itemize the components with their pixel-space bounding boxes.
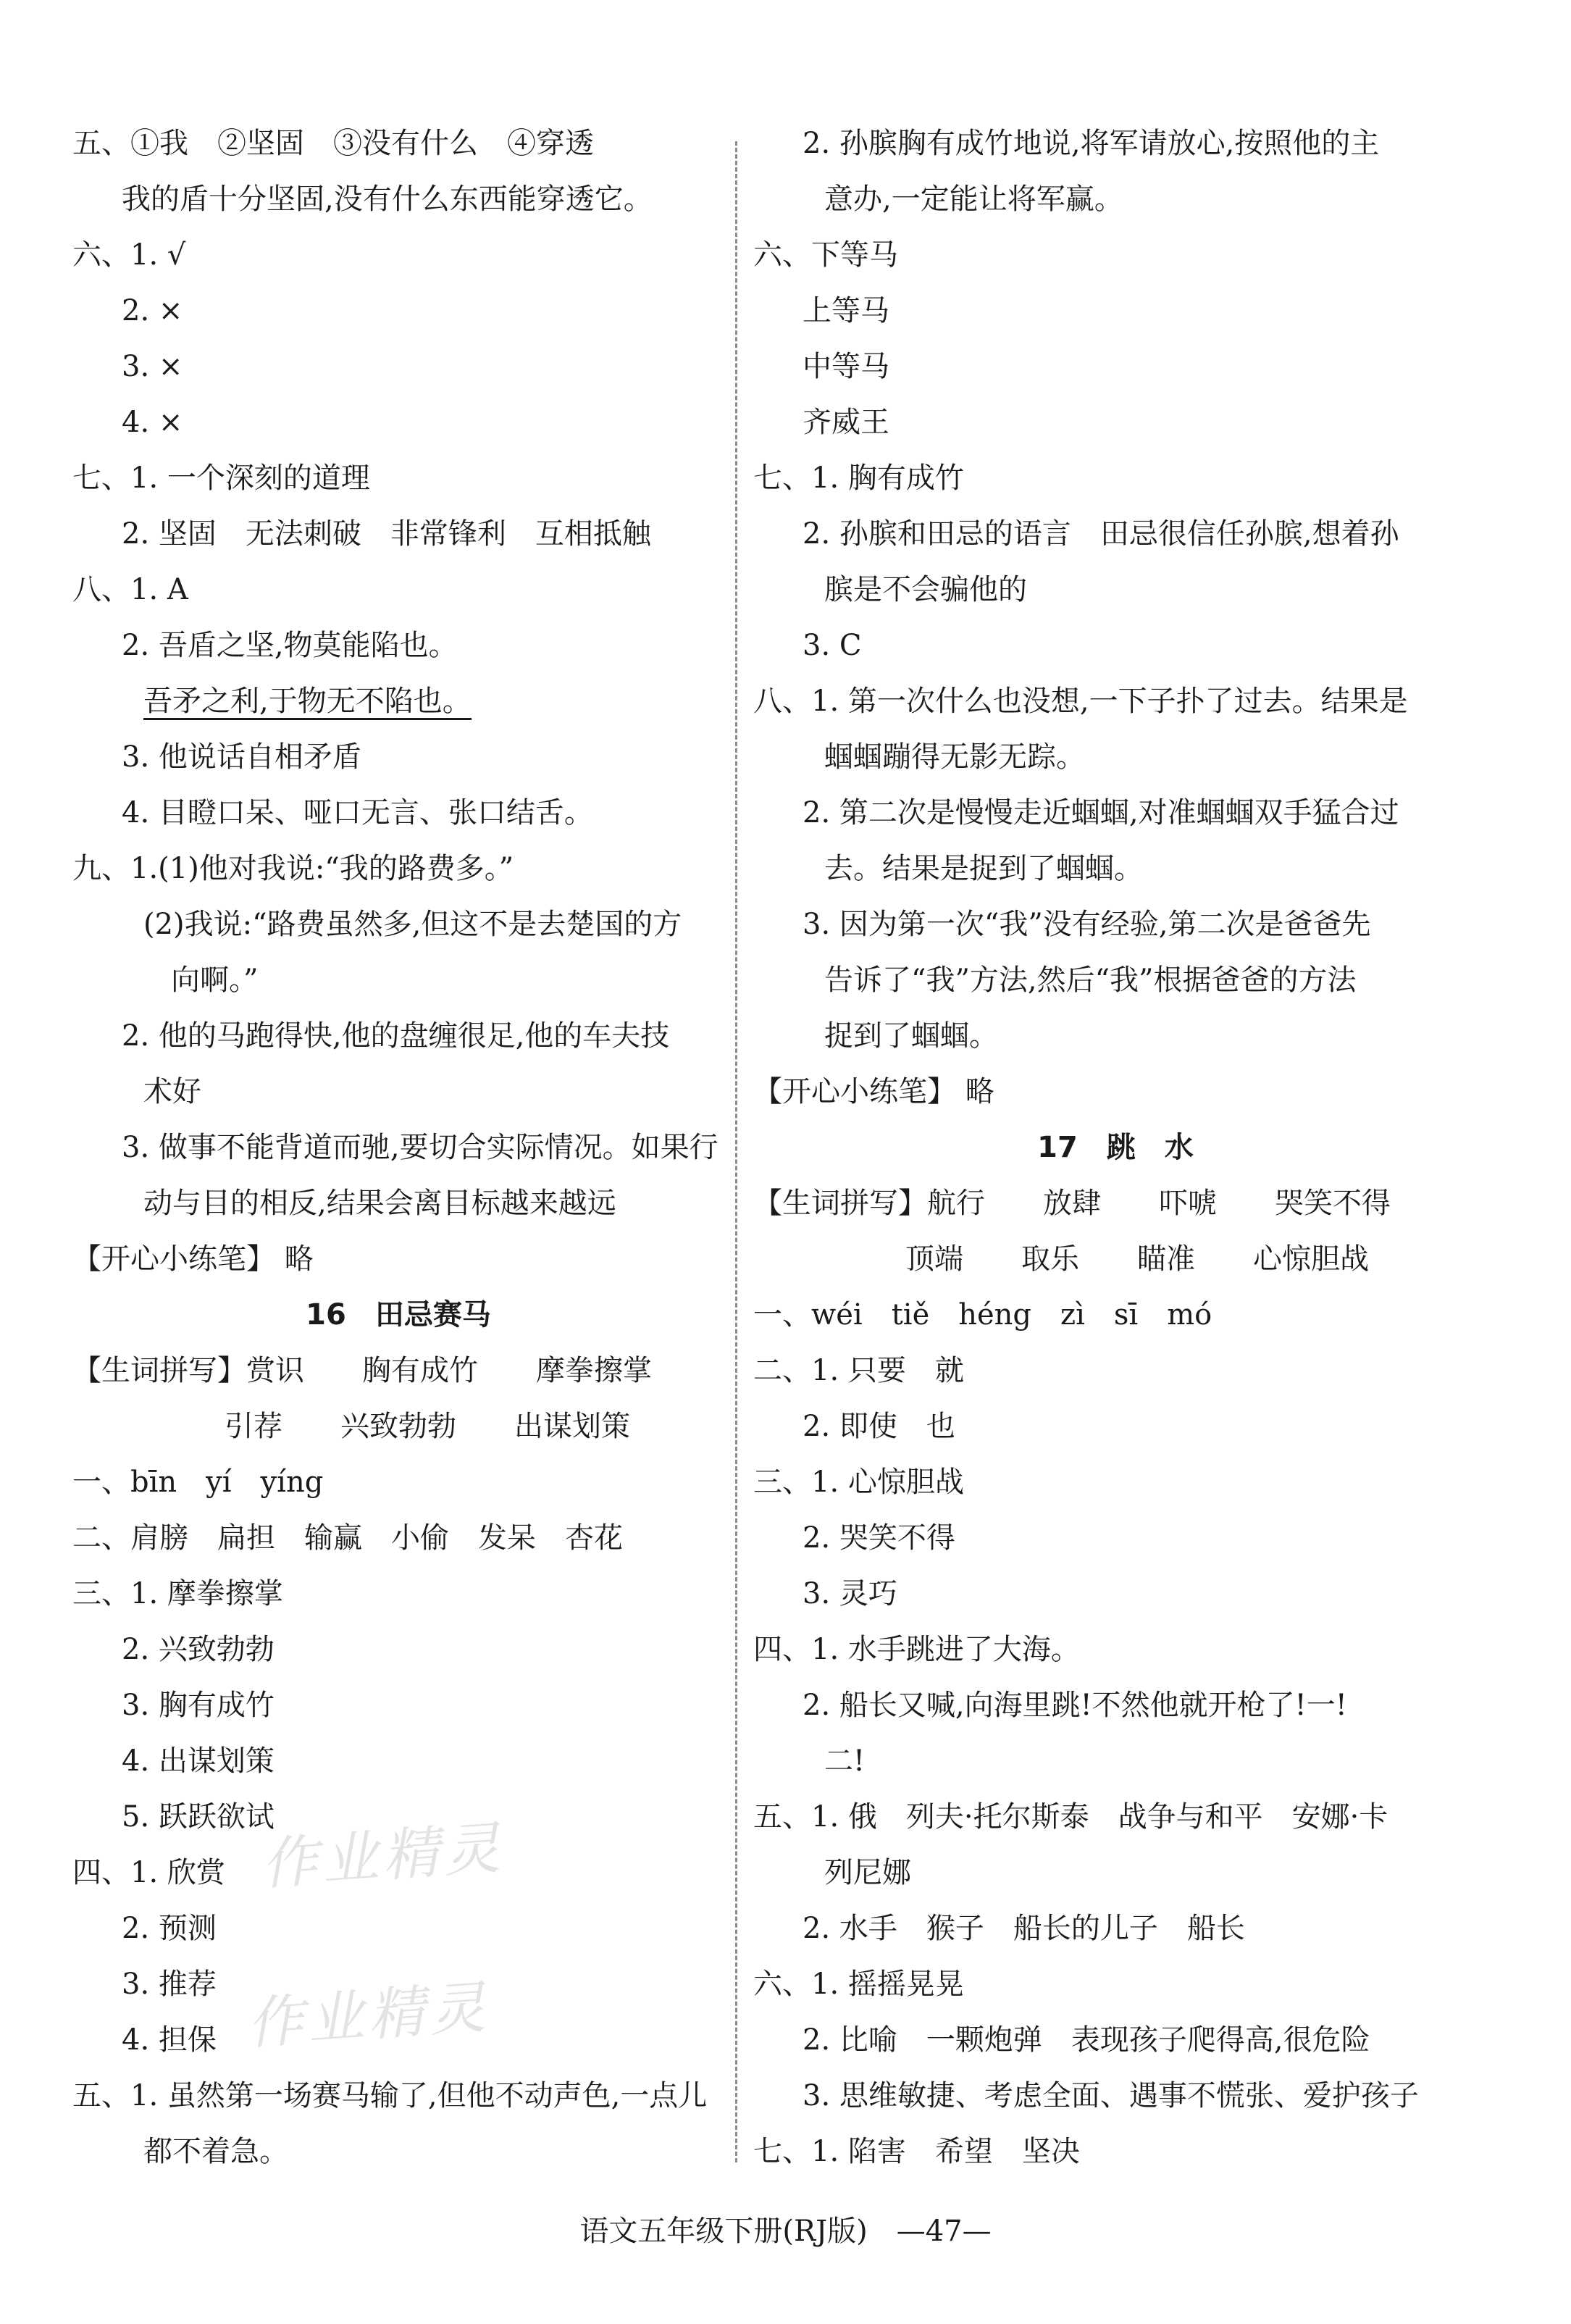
column-divider [735, 141, 737, 2162]
answer-text: 中等马 [803, 350, 889, 383]
answer-line [753, 1399, 1478, 1455]
answer-line [753, 618, 1478, 674]
answer-text: 【开心小练笔】 略 [753, 1075, 994, 1108]
answer-line [753, 451, 1478, 506]
answer-line [753, 730, 1478, 785]
answer-line [72, 1176, 724, 1232]
answer-line [72, 1343, 724, 1399]
answer-line [753, 1957, 1478, 2012]
answer-line [72, 1510, 724, 1566]
answer-text: 2. 吾盾之坚,物莫能陷也。 [122, 629, 458, 662]
watermark: 作业精灵 [259, 1815, 507, 1898]
answer-text: 2. × [122, 294, 183, 327]
answer-line [753, 1510, 1478, 1566]
answer-line [753, 1678, 1478, 1734]
answer-line [753, 1176, 1478, 1232]
answer-text: 16 田忌赛马 [306, 1298, 491, 1332]
answer-text: 2. 坚固 无法刺破 非常锋利 互相抵触 [122, 517, 651, 551]
answer-line [753, 1901, 1478, 1957]
answer-text: 七、1. 一个深刻的道理 [72, 461, 370, 495]
answer-text: 3. × [122, 350, 183, 383]
answer-line [72, 506, 724, 562]
answer-text: 四、1. 水手跳进了大海。 [753, 1633, 1080, 1666]
answer-line [72, 897, 724, 953]
answer-line [72, 451, 724, 506]
answer-text: 3. 做事不能背道而驰,要切合实际情况。如果行 [122, 1131, 719, 1164]
answer-text: 【开心小练笔】 略 [72, 1242, 314, 1276]
answer-text: 2. 他的马跑得快,他的盘缠很足,他的车夫技 [122, 1019, 670, 1053]
answer-line [72, 227, 724, 283]
answer-line [753, 172, 1478, 227]
answer-text: 4. 目瞪口呆、哑口无言、张口结舌。 [122, 796, 593, 829]
section-heading [72, 1287, 724, 1343]
answer-line [753, 2068, 1478, 2124]
answer-line [753, 562, 1478, 618]
answer-line [72, 1455, 724, 1510]
answer-text: 5. 跃跃欲试 [122, 1800, 275, 1834]
answer-text: 17 跳 水 [1037, 1131, 1194, 1164]
answer-text: 列尼娜 [824, 1856, 911, 1889]
answer-line [753, 1566, 1478, 1622]
answer-text: 七、1. 陷害 希望 坚决 [753, 2135, 1080, 2168]
answer-line [72, 172, 724, 227]
right-column [753, 116, 1478, 2180]
answer-text: 三、1. 摩拳擦掌 [72, 1577, 283, 1610]
answer-text: 都不着急。 [143, 2135, 288, 2168]
answer-text: 告诉了“我”方法,然后“我”根据爸爸的方法 [824, 964, 1357, 997]
answer-line [72, 1622, 724, 1678]
answer-line [753, 1455, 1478, 1510]
answer-line [72, 1399, 724, 1455]
answer-text: 七、1. 胸有成竹 [753, 461, 964, 495]
answer-line [72, 1901, 724, 1957]
answer-text: 顶端 取乐 瞄准 心惊胆战 [905, 1242, 1369, 1276]
answer-line [753, 1622, 1478, 1678]
answer-text: 一、wéi tiě héng zì sī mó [753, 1298, 1212, 1332]
answer-text: 3. C [803, 629, 862, 662]
answer-text: (2)我说:“路费虽然多,但这不是去楚国的方 [143, 908, 682, 941]
answer-text: 捉到了蝈蝈。 [824, 1019, 998, 1053]
answer-text: 2. 即使 也 [803, 1410, 955, 1443]
answer-line [753, 785, 1478, 841]
answer-line [753, 953, 1478, 1008]
answer-text: 4. × [122, 406, 183, 439]
answer-text: 2. 第二次是慢慢走近蝈蝈,对准蝈蝈双手猛合过 [803, 796, 1399, 829]
answer-text: 我的盾十分坚固,没有什么东西能穿透它。 [122, 183, 653, 216]
answer-text: 3. 胸有成竹 [122, 1689, 275, 1722]
answer-line [72, 785, 724, 841]
answer-line [72, 395, 724, 451]
answer-text: 一、bīn yí yíng [72, 1466, 324, 1499]
answer-line [72, 674, 724, 730]
answer-text: 四、1. 欣赏 [72, 1856, 225, 1889]
answer-text: 2. 比喻 一颗炮弹 表现孩子爬得高,很危险 [803, 2023, 1370, 2057]
answer-line [753, 1287, 1478, 1343]
answer-line [72, 1232, 724, 1287]
answer-text: 蝈蝈蹦得无影无踪。 [824, 740, 1085, 774]
answer-text: 五、1. 俄 列夫·托尔斯泰 战争与和平 安娜·卡 [753, 1800, 1388, 1834]
answer-text: 二、1. 只要 就 [753, 1354, 964, 1387]
answer-line [753, 283, 1478, 339]
answer-text: 动与目的相反,结果会离目标越来越远 [143, 1187, 616, 1220]
answer-text: 八、1. 第一次什么也没想,一下子扑了过去。结果是 [753, 685, 1408, 718]
answer-line [72, 339, 724, 395]
answer-line [72, 953, 724, 1008]
answer-text: 膑是不会骗他的 [824, 573, 1027, 606]
answer-text: 3. 灵巧 [803, 1577, 897, 1610]
answer-line [753, 2012, 1478, 2068]
answer-line [753, 116, 1478, 172]
answer-line [753, 674, 1478, 730]
answer-line [753, 339, 1478, 395]
answer-text: 【生词拼写】航行 放肆 吓唬 哭笑不得 [753, 1187, 1391, 1220]
answer-text: 上等马 [803, 294, 889, 327]
answer-line [72, 1064, 724, 1120]
answer-text: 二! [824, 1744, 866, 1778]
answer-line [753, 1064, 1478, 1120]
answer-line [753, 1008, 1478, 1064]
watermark: 作业精灵 [244, 1975, 493, 2057]
answer-text: 【生词拼写】赏识 胸有成竹 摩拳擦掌 [72, 1354, 652, 1387]
page-footer: 语文五年级下册(RJ版) —47— [579, 2215, 992, 2248]
answer-line [753, 1845, 1478, 1901]
answer-text: 2. 孙膑和田忌的语言 田忌很信任孙膑,想着孙 [803, 517, 1399, 551]
answer-line [753, 1343, 1478, 1399]
answer-text: 向啊。” [171, 964, 259, 997]
answer-text: 3. 他说话自相矛盾 [122, 740, 361, 774]
answer-text: 二、肩膀 扁担 输赢 小偷 发呆 杏花 [72, 1521, 623, 1555]
answer-line [753, 1232, 1478, 1287]
answer-text: 3. 推荐 [122, 1968, 217, 2001]
answer-text: 六、1. 摇摇晃晃 [753, 1968, 964, 2001]
answer-text: 六、下等马 [753, 238, 898, 272]
answer-text: 齐威王 [803, 406, 889, 439]
answer-line [72, 1678, 724, 1734]
answer-text: 五、①我 ②坚固 ③没有什么 ④穿透 [72, 127, 594, 160]
answer-text: 引荐 兴致勃勃 出谋划策 [225, 1410, 630, 1443]
answer-text: 3. 因为第一次“我”没有经验,第二次是爸爸先 [803, 908, 1371, 941]
answer-text: 2. 船长又喊,向海里跳!不然他就开枪了!一! [803, 1689, 1347, 1722]
section-heading [753, 1120, 1478, 1176]
answer-text: 2. 预测 [122, 1912, 217, 1945]
answer-text: 九、1.(1)他对我说:“我的路费多。” [72, 852, 514, 885]
answer-line [753, 2124, 1478, 2180]
answer-text: 4. 担保 [122, 2023, 217, 2057]
answer-text: 吾矛之利,于物无不陷也。 [143, 685, 472, 720]
answer-text: 六、1. √ [72, 238, 186, 272]
answer-line [753, 1789, 1478, 1845]
answer-line [753, 506, 1478, 562]
answer-line [72, 2124, 724, 2180]
answer-text: 4. 出谋划策 [122, 1744, 275, 1778]
answer-line [753, 395, 1478, 451]
answer-line [72, 1120, 724, 1176]
answer-line [72, 1566, 724, 1622]
answer-text: 3. 思维敏捷、考虑全面、遇事不慌张、爱护孩子 [803, 2079, 1419, 2112]
answer-line [753, 841, 1478, 897]
answer-text: 2. 孙膑胸有成竹地说,将军请放心,按照他的主 [803, 127, 1380, 160]
answer-line [753, 1734, 1478, 1789]
answer-line [72, 730, 724, 785]
answer-text: 2. 水手 猴子 船长的儿子 船长 [803, 1912, 1245, 1945]
answer-line [72, 618, 724, 674]
answer-text: 去。结果是捉到了蝈蝈。 [824, 852, 1143, 885]
answer-line [72, 1734, 724, 1789]
answer-text: 八、1. A [72, 573, 188, 606]
answer-text: 术好 [143, 1075, 201, 1108]
answer-line [753, 227, 1478, 283]
answer-text: 三、1. 心惊胆战 [753, 1466, 964, 1499]
answer-line [72, 562, 724, 618]
answer-line [72, 283, 724, 339]
answer-line [72, 2068, 724, 2124]
answer-line [753, 897, 1478, 953]
answer-line [72, 116, 724, 172]
answer-text: 五、1. 虽然第一场赛马输了,但他不动声色,一点儿 [72, 2079, 708, 2112]
answer-text: 意办,一定能让将军赢。 [824, 183, 1123, 216]
answer-line [72, 841, 724, 897]
answer-text: 2. 哭笑不得 [803, 1521, 955, 1555]
answer-line [72, 1008, 724, 1064]
answer-text: 2. 兴致勃勃 [122, 1633, 275, 1666]
